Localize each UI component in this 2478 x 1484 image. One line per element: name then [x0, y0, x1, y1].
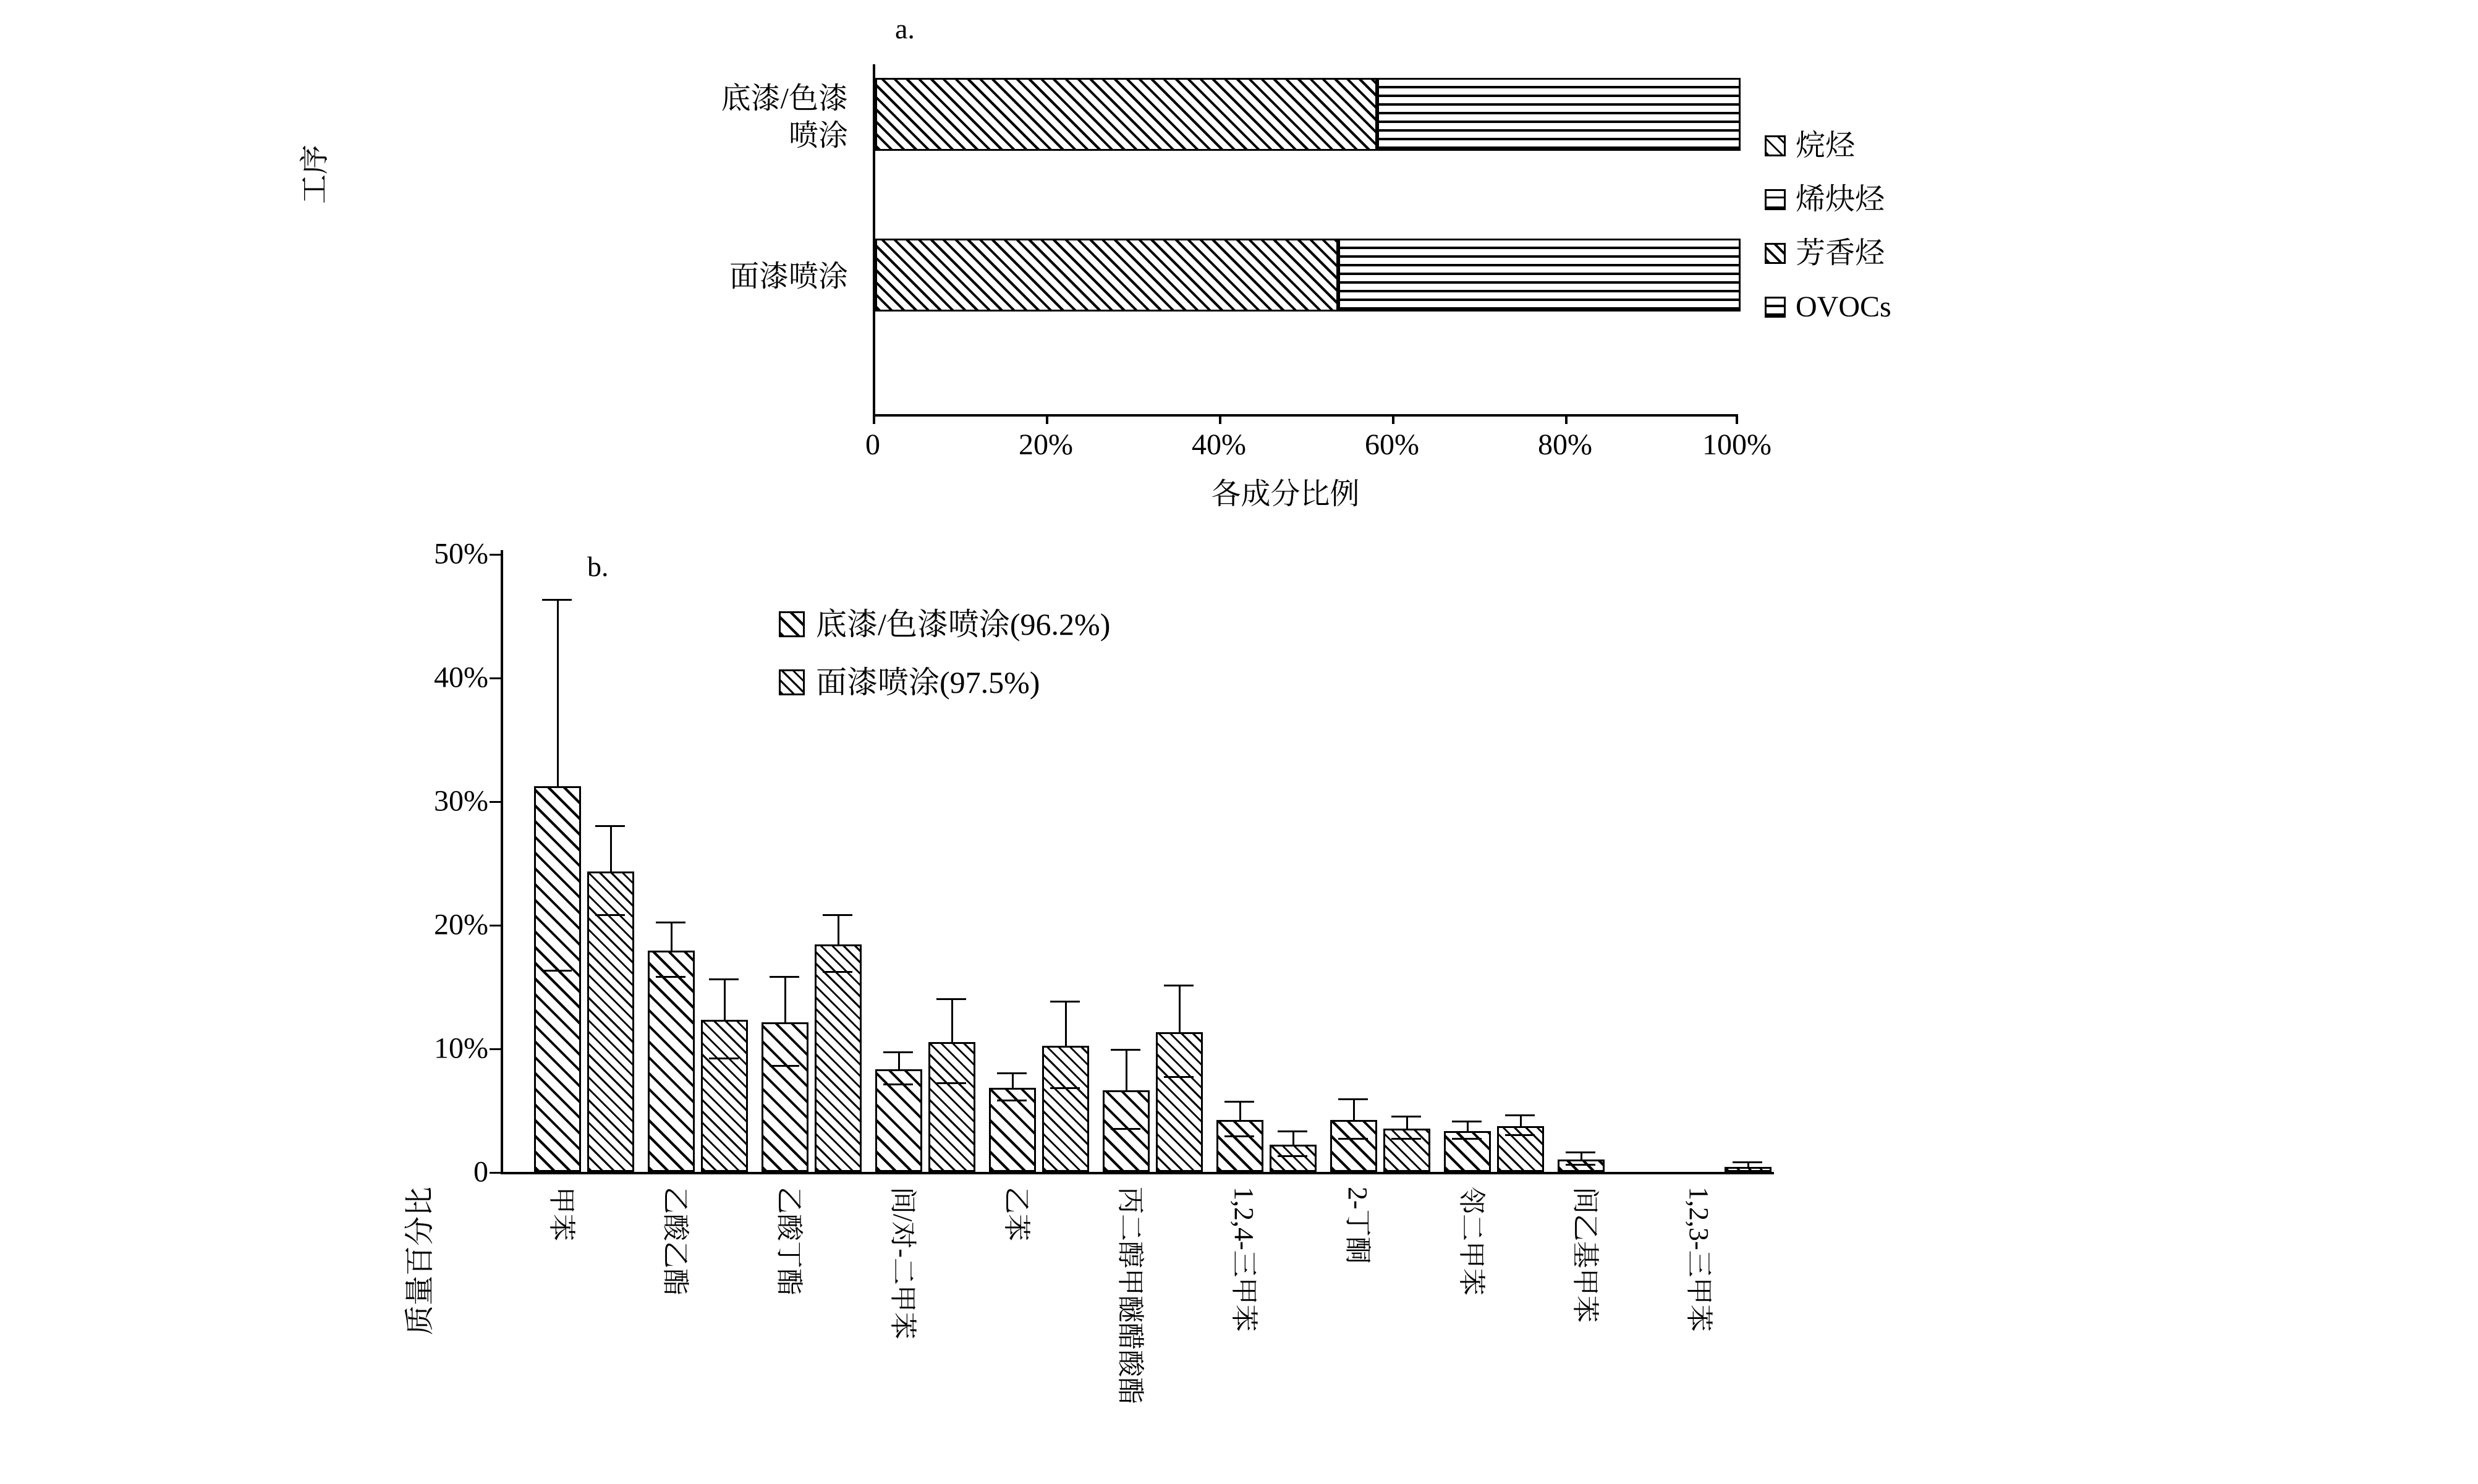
panel-b-legend-item-topcoat	[779, 664, 1110, 701]
panel-b-xtick-9: 邻二甲苯	[1456, 1187, 1487, 1295]
panel-b-bar-topcoat-11	[1725, 1167, 1772, 1172]
panel-a-row-label-primer	[465, 80, 848, 155]
panel-a-xtick-2: 40%	[1192, 428, 1246, 461]
panel-a-xtick-3: 60%	[1365, 428, 1419, 461]
panel-b-group-8	[1326, 550, 1435, 1172]
panel-a-y-axis-label: 工序	[299, 144, 331, 204]
panel-a-xtick-0: 0	[865, 428, 880, 461]
panel-b-group-2	[644, 550, 753, 1172]
panel-b-legend	[779, 606, 1110, 722]
panel-a-legend-label-ovoc: OVOCs	[1796, 290, 1891, 323]
panel-a-row-label-topcoat	[465, 258, 848, 295]
panel-b-tag: b.	[587, 551, 609, 582]
panel-b-bar-topcoat-4	[928, 1042, 975, 1172]
panel-a-legend-label-aromatic: 芳香烃	[1796, 236, 1885, 269]
panel-a-segment-aromatic-topcoat	[875, 239, 1338, 312]
panel-b-xtick-8: 2-丁酮	[1343, 1187, 1373, 1264]
panel-b-legend-item-primer	[779, 606, 1110, 643]
panel-b-xtick-3: 乙酸丁酯	[774, 1187, 804, 1295]
panel-a-legend	[1765, 124, 1891, 339]
panel-b-bar-topcoat-1	[587, 871, 634, 1172]
panel-b-xtick-6: 丙二醇甲醚醋酸酯	[1115, 1187, 1145, 1404]
panel-a-bar-row-topcoat	[875, 239, 1741, 312]
panel-b-legend-label-primer: 底漆/色漆喷涂(96.2%)	[816, 607, 1111, 642]
panel-b-bar-topcoat-7	[1270, 1145, 1317, 1172]
panel-b-y-axis	[501, 550, 503, 1174]
panel-b-plot-area	[434, 537, 1774, 1404]
panel-b-bar-primer-6	[1103, 1090, 1150, 1172]
panel-a-legend-swatch-alkene	[1765, 189, 1786, 210]
panel-a-xtick-1: 20%	[1019, 428, 1073, 461]
panel-b-xtick-1: 甲苯	[546, 1187, 577, 1241]
panel-a-legend-item-alkene	[1765, 177, 1891, 223]
panel-b-bar-primer-10	[1558, 1160, 1605, 1172]
panel-b-bar-topcoat-8	[1383, 1129, 1430, 1172]
panel-a-row-label-primer-line1: 底漆/色漆	[721, 82, 848, 115]
panel-b-ytick-4: 40%	[434, 661, 488, 694]
panel-b-group-6	[1099, 550, 1208, 1172]
panel-b-bar-primer-7	[1216, 1120, 1263, 1172]
panel-b-legend-swatch-primer	[779, 611, 805, 637]
panel-a-legend-item-alkane	[1765, 124, 1891, 169]
panel-b-ytick-3: 30%	[434, 784, 488, 818]
panel-b-bar-primer-3	[762, 1022, 808, 1172]
panel-b-bar-topcoat-2	[701, 1020, 748, 1172]
panel-b-group-11	[1668, 550, 1776, 1172]
panel-a-legend-swatch-aromatic	[1765, 243, 1786, 264]
panel-a-legend-label-alkene: 烯炔烃	[1796, 182, 1885, 216]
panel-a-row-label-primer-line2: 喷涂	[788, 119, 848, 152]
panel-b-bar-primer-1	[534, 786, 581, 1172]
panel-a-plot-area	[873, 64, 1741, 414]
panel-b-xtick-11: 1,2,3-三甲苯	[1684, 1187, 1714, 1332]
panel-a-row-label-topcoat-line1: 面漆喷涂	[729, 260, 848, 293]
panel-b-group-10	[1554, 550, 1663, 1172]
panel-b-xtick-10: 间乙基甲苯	[1570, 1187, 1600, 1323]
panel-a-bar-row-primer	[875, 78, 1741, 151]
panel-a-segment-ovoc-primer	[1377, 78, 1741, 151]
panel-a-legend-item-ovoc	[1765, 285, 1891, 330]
panel-a-stacked-bar-chart	[0, 0, 2478, 544]
panel-b-group-7	[1213, 550, 1322, 1172]
panel-b-x-axis	[501, 1172, 1774, 1174]
panel-a-segment-aromatic-primer	[875, 78, 1377, 151]
panel-a-legend-item-aromatic	[1765, 231, 1891, 276]
panel-b-grouped-bar-chart	[0, 532, 2478, 1484]
panel-b-xtick-2: 乙酸乙酯	[660, 1187, 690, 1295]
panel-a-legend-swatch-alkane	[1765, 135, 1786, 156]
panel-b-bar-topcoat-9	[1497, 1126, 1544, 1172]
panel-b-bar-topcoat-3	[815, 944, 862, 1172]
panel-b-ytick-2: 20%	[434, 908, 488, 941]
panel-a-x-axis	[865, 414, 1772, 461]
panel-b-bar-topcoat-6	[1156, 1032, 1203, 1172]
panel-a-xtick-4: 80%	[1538, 428, 1592, 461]
panel-b-bar-primer-8	[1330, 1120, 1377, 1172]
panel-b-ytick-0: 0	[473, 1155, 488, 1189]
panel-b-legend-swatch-topcoat	[779, 669, 805, 695]
panel-b-group-1	[530, 550, 639, 1172]
panel-b-bar-topcoat-5	[1042, 1046, 1089, 1172]
panel-a-x-axis-label-wrap	[0, 470, 2478, 512]
panel-b-xtick-5: 乙苯	[1001, 1187, 1032, 1241]
panel-a-x-axis-label: 各成分比例	[1211, 478, 1360, 511]
panel-a-legend-swatch-ovoc	[1765, 297, 1786, 318]
panel-a-segment-ovoc-topcoat	[1338, 239, 1741, 312]
panel-a-legend-label-alkane: 烷烃	[1796, 129, 1856, 162]
panel-b-ytick-1: 10%	[434, 1032, 488, 1065]
panel-b-bar-primer-9	[1444, 1131, 1491, 1172]
panel-a-xtick-5: 100%	[1702, 428, 1772, 461]
panel-b-xtick-7: 1,2,4-三甲苯	[1229, 1187, 1259, 1332]
panel-b-group-9	[1440, 550, 1549, 1172]
panel-b-bar-primer-2	[648, 951, 695, 1172]
panel-a-tag: a.	[895, 13, 915, 45]
panel-b-legend-label-topcoat: 面漆喷涂(97.5%)	[816, 665, 1040, 700]
panel-b-xtick-4: 间/对-二甲苯	[888, 1187, 918, 1339]
panel-b-y-axis-label: 质量百分比	[404, 1186, 436, 1335]
panel-b-ytick-5: 50%	[434, 537, 488, 570]
